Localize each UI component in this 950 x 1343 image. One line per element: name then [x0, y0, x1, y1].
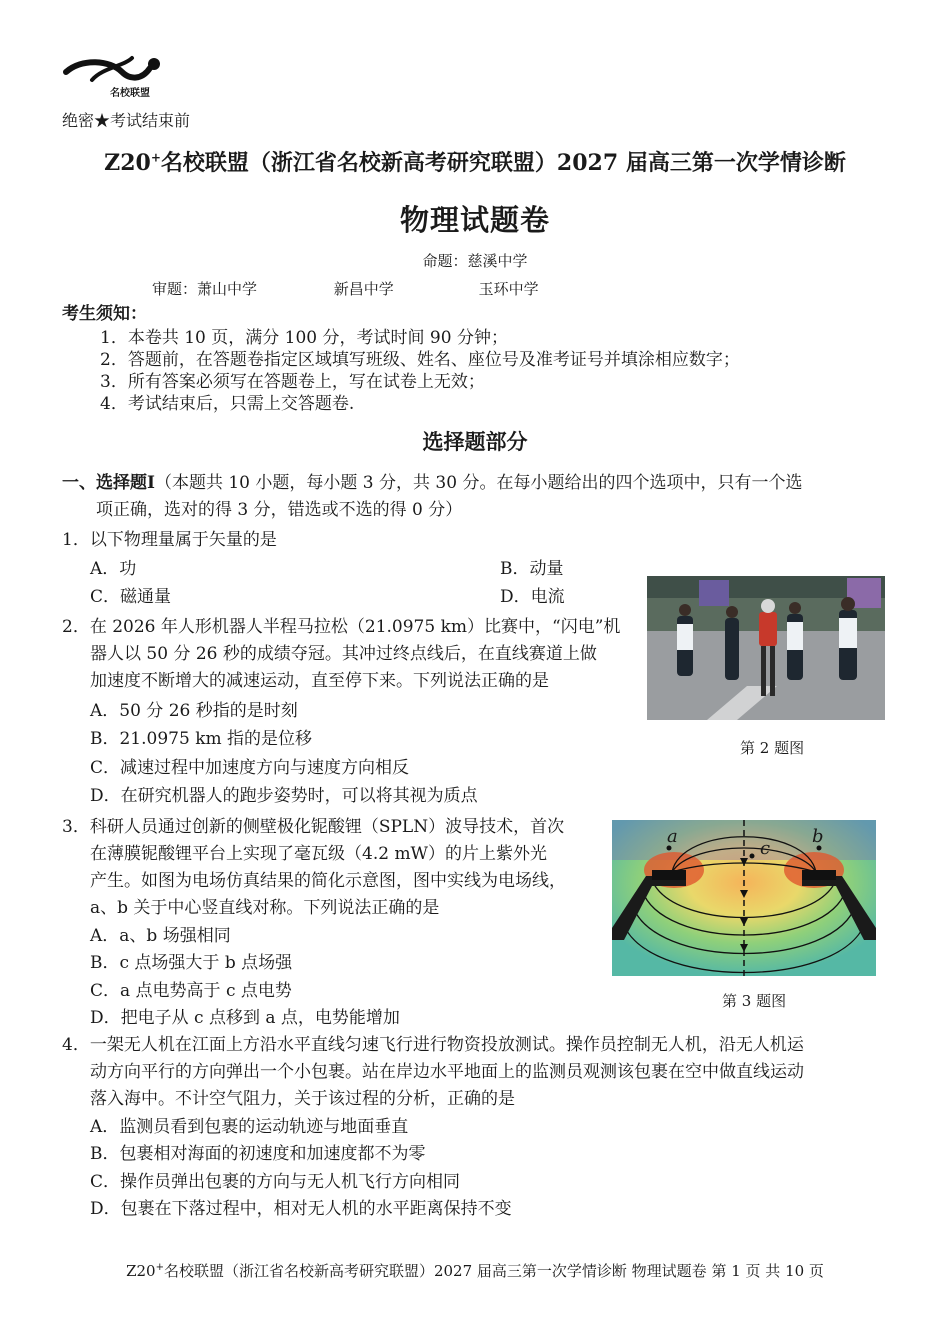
q4-option-b: B．包裹相对海面的初速度和加速度都不为零 — [90, 1144, 426, 1164]
label-c: c — [760, 838, 771, 859]
q3-stem: a、b 关于中心竖直线对称。下列说法正确的是 — [90, 898, 440, 918]
q1-stem: 1．以下物理量属于矢量的是 — [62, 530, 277, 550]
q2-option-d: D．在研究机器人的跑步姿势时，可以将其视为质点 — [90, 786, 478, 806]
q4-option-c: C．操作员弹出包裹的方向与无人机飞行方向相同 — [90, 1172, 461, 1192]
title-rest: 名校联盟（浙江省名校新高考研究联盟）2027 届高三第一次学情诊断 — [160, 150, 846, 176]
paper-title: 物理试题卷 — [399, 203, 550, 237]
reviewer-2: 新昌中学 — [333, 280, 394, 298]
q1-option-b: B．动量 — [500, 559, 564, 579]
q4-stem: 动方向平行的方向弹出一个小包裹。站在岸边水平地面上的监测员观测该包裹在空中做直线运动 — [90, 1062, 804, 1082]
q3-option-d: D．把电子从 c 点移到 a 点，电势能增加 — [90, 1008, 400, 1028]
author-line: 命题：慈溪中学 — [422, 252, 528, 270]
page-footer — [0, 1260, 950, 1281]
q4-option-a: A．监测员看到包裹的运动轨迹与地面垂直 — [90, 1117, 409, 1137]
section-title: 选择题部分 — [422, 429, 528, 454]
footer-sup: + — [155, 1262, 164, 1273]
q3-stem: 3．科研人员通过创新的侧壁极化铌酸锂（SPLN）波导技术，首次 — [62, 817, 565, 837]
logo-text: 名校联盟 — [110, 88, 150, 99]
reviewers-line — [152, 278, 539, 299]
label-a: a — [667, 826, 678, 847]
q1-option-c: C．磁通量 — [90, 587, 172, 607]
footer-prefix: Z20 — [126, 1262, 156, 1280]
q2-stem: 加速度不断增大的减速运动，直至停下来。下列说法正确的是 — [90, 671, 549, 691]
exam-title — [0, 146, 950, 177]
part-desc-cont: 项正确，选对的得 3 分，错选或不选的得 0 分） — [96, 500, 463, 520]
logo — [62, 50, 172, 105]
q3-stem: 产生。如图为电场仿真结果的简化示意图，图中实线为电场线， — [90, 871, 566, 891]
notice-item: 4．考试结束后，只需上交答题卷. — [100, 394, 355, 414]
q3-field-diagram — [612, 820, 876, 976]
notice-item: 3．所有答案必须写在答题卷上，写在试卷上无效； — [100, 372, 485, 392]
q2-stem: 2．在 2026 年人形机器人半程马拉松（21.0975 km）比赛中，“闪电”机 — [62, 617, 621, 637]
q2-photo — [647, 576, 885, 720]
q4-option-d: D．包裹在下落过程中，相对无人机的水平距离保持不变 — [90, 1199, 512, 1219]
reviewer-3: 玉环中学 — [478, 280, 539, 298]
q1-option-d: D．电流 — [500, 587, 565, 607]
q2-option-c: C．减速过程中加速度方向与速度方向相反 — [90, 758, 410, 778]
q3-option-a: A．a、b 场强相同 — [90, 926, 231, 946]
label-b: b — [812, 826, 824, 847]
q2-option-b: B．21.0975 km 指的是位移 — [90, 729, 313, 749]
part-desc: （本题共 10 小题，每小题 3 分，共 30 分。在每小题给出的四个选项中，只有一个选 — [154, 473, 803, 493]
title-prefix: Z20 — [104, 150, 151, 176]
part-intro — [62, 470, 802, 496]
q2-caption: 第 2 题图 — [740, 739, 805, 757]
notice-heading: 考生须知： — [62, 304, 147, 324]
q3-stem: 在薄膜铌酸锂平台上实现了毫瓦级（4.2 mW）的片上紫外光 — [90, 844, 548, 864]
q3-caption: 第 3 题图 — [722, 992, 787, 1010]
q3-option-c: C．a 点电势高于 c 点电势 — [90, 981, 292, 1001]
part-heading: 一、选择题Ⅰ — [62, 473, 155, 493]
footer-text: 名校联盟（浙江省名校新高考研究联盟）2027 届高三第一次学情诊断 物理试题卷 第 1 页 共 10 页 — [163, 1262, 824, 1280]
q3-option-b: B．c 点场强大于 b 点场强 — [90, 953, 293, 973]
q4-stem: 4．一架无人机在江面上方沿水平直线匀速飞行进行物资投放测试。操作员控制无人机，沿无人机运 — [62, 1035, 804, 1055]
q1-option-a: A．功 — [90, 559, 137, 579]
confidential-label: 绝密★考试结束前 — [62, 111, 191, 130]
q2-option-a: A．50 分 26 秒指的是时刻 — [90, 701, 298, 721]
notice-item: 2．答题前，在答题卷指定区域填写班级、姓名、座位号及准考证号并填涂相应数字； — [100, 350, 740, 370]
title-sup: + — [150, 150, 161, 165]
notice-item: 1．本卷共 10 页，满分 100 分，考试时间 90 分钟； — [100, 328, 508, 348]
reviewer-1: 审题：萧山中学 — [152, 280, 258, 298]
q2-stem: 器人以 50 分 26 秒的成绩夺冠。其冲过终点线后，在直线赛道上做 — [90, 644, 597, 664]
q4-stem: 落入海中。不计空气阻力，关于该过程的分析，正确的是 — [90, 1089, 515, 1109]
